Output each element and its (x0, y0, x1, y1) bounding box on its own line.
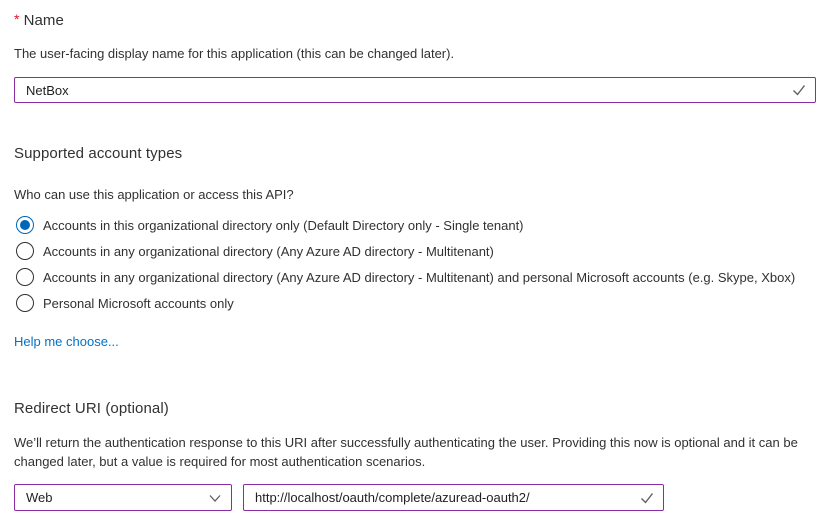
platform-select-dropdown[interactable] (14, 484, 232, 511)
valid-checkmark-icon (639, 490, 655, 506)
radio-option-label: Personal Microsoft accounts only (43, 295, 234, 311)
account-types-radio-group (14, 216, 816, 312)
name-input[interactable] (15, 83, 815, 98)
valid-checkmark-icon (791, 82, 807, 98)
radio-option-label: Accounts in any organizational directory (Any Azure AD directory - Multitenant) and personal Microsoft accounts (e.g. Skype, Xbox) (43, 269, 796, 285)
redirect-uri-input[interactable] (244, 490, 663, 505)
supported-account-types-heading: Supported account types (14, 145, 183, 162)
radio-button-icon[interactable] (16, 242, 34, 260)
redirect-uri-description: We’ll return the authentication response to this URI after successfully authenticating the user. Providing this now is optional and it can be changed later, but a value is required for most authentication scenarios. (14, 435, 798, 469)
redirect-uri-row (14, 484, 816, 511)
name-section-heading (14, 11, 816, 29)
radio-button-icon[interactable] (16, 216, 34, 234)
radio-option-label: Accounts in this organizational directory only (Default Directory only - Single tenant) (43, 217, 524, 233)
name-label: Name (23, 12, 64, 29)
redirect-uri-input-container (243, 484, 664, 511)
radio-option-label: Accounts in any organizational directory (Any Azure AD directory - Multitenant) (43, 243, 494, 259)
name-input-container (14, 77, 816, 103)
radio-button-icon[interactable] (16, 294, 34, 312)
radio-button-icon[interactable] (16, 268, 34, 286)
radio-option-multitenant[interactable] (14, 242, 816, 260)
required-asterisk: * (14, 11, 20, 27)
platform-selected-value: Web (26, 490, 53, 505)
radio-option-multitenant-personal[interactable] (14, 268, 816, 286)
help-me-choose-link[interactable]: Help me choose... (14, 334, 119, 349)
account-types-question: Who can use this application or access this API? (14, 187, 294, 202)
chevron-down-icon (208, 491, 222, 505)
radio-option-personal-only[interactable] (14, 294, 816, 312)
radio-option-single-tenant[interactable] (14, 216, 816, 234)
redirect-uri-heading: Redirect URI (optional) (14, 400, 169, 417)
name-description: The user-facing display name for this application (this can be changed later). (14, 46, 455, 61)
